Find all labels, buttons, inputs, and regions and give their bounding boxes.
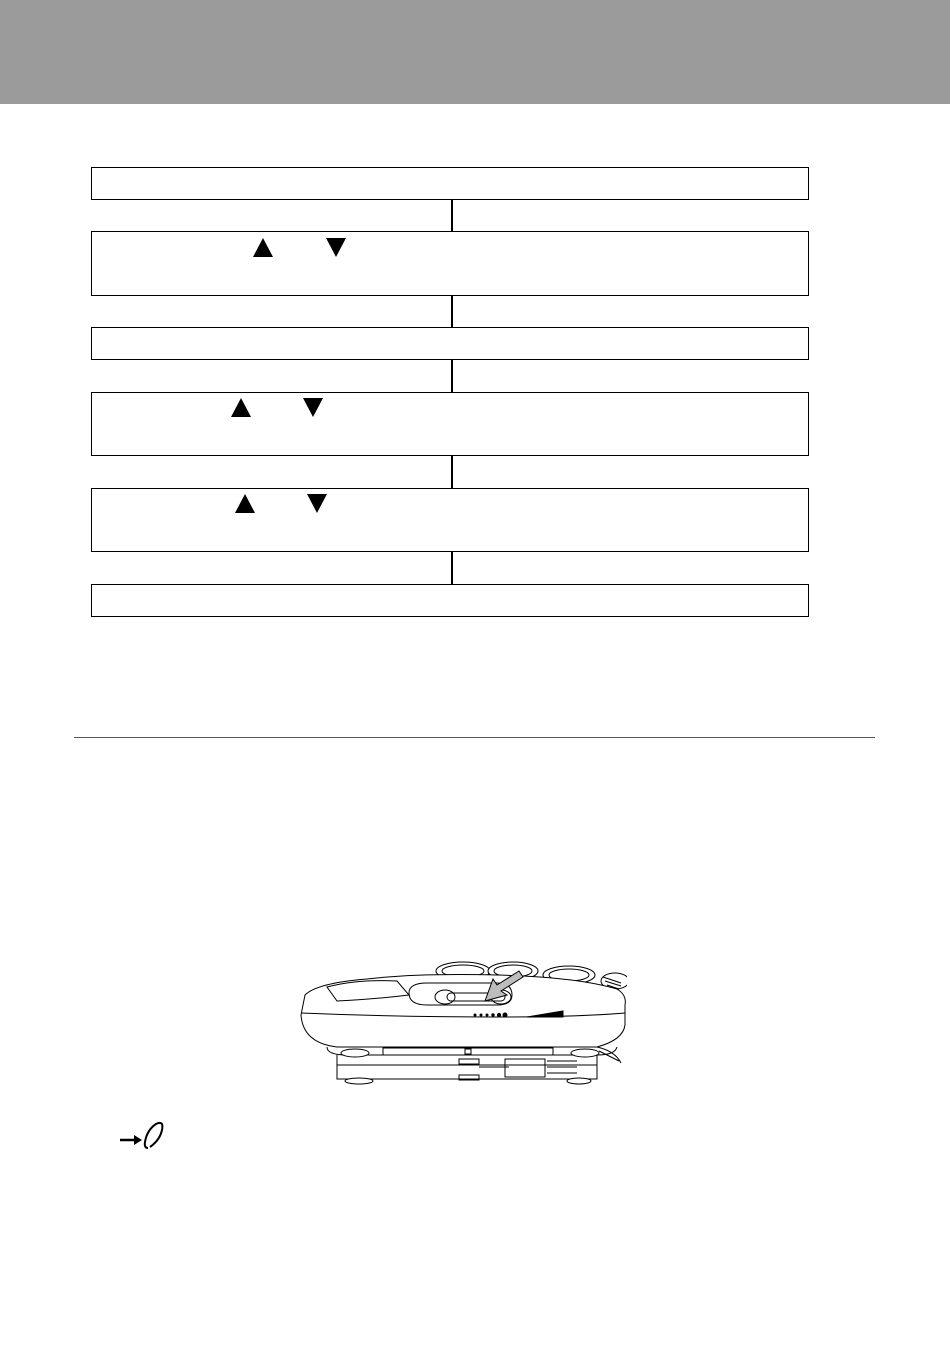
section-divider: [74, 737, 875, 738]
reference-arrow-icon: [118, 1120, 168, 1152]
flow-connector: [451, 296, 453, 327]
flow-connector: [451, 552, 453, 584]
flow-step-5: [91, 488, 809, 552]
up-triangle-icon: [231, 398, 251, 417]
down-triangle-icon: [307, 494, 327, 513]
down-triangle-icon: [303, 398, 323, 417]
header-band: [0, 0, 950, 104]
down-triangle-icon: [326, 238, 346, 257]
flow-step-1: [91, 167, 809, 200]
boombox-cd-player-illustration: [297, 955, 627, 1090]
flow-step-2: [91, 231, 809, 296]
flow-connector: [451, 360, 453, 392]
flow-connector: [451, 200, 453, 231]
flow-connector: [451, 456, 453, 488]
flow-step-6: [91, 584, 809, 617]
flow-step-3: [91, 327, 809, 360]
up-triangle-icon: [235, 494, 255, 513]
flow-step-4: [91, 392, 809, 456]
up-triangle-icon: [253, 238, 273, 257]
